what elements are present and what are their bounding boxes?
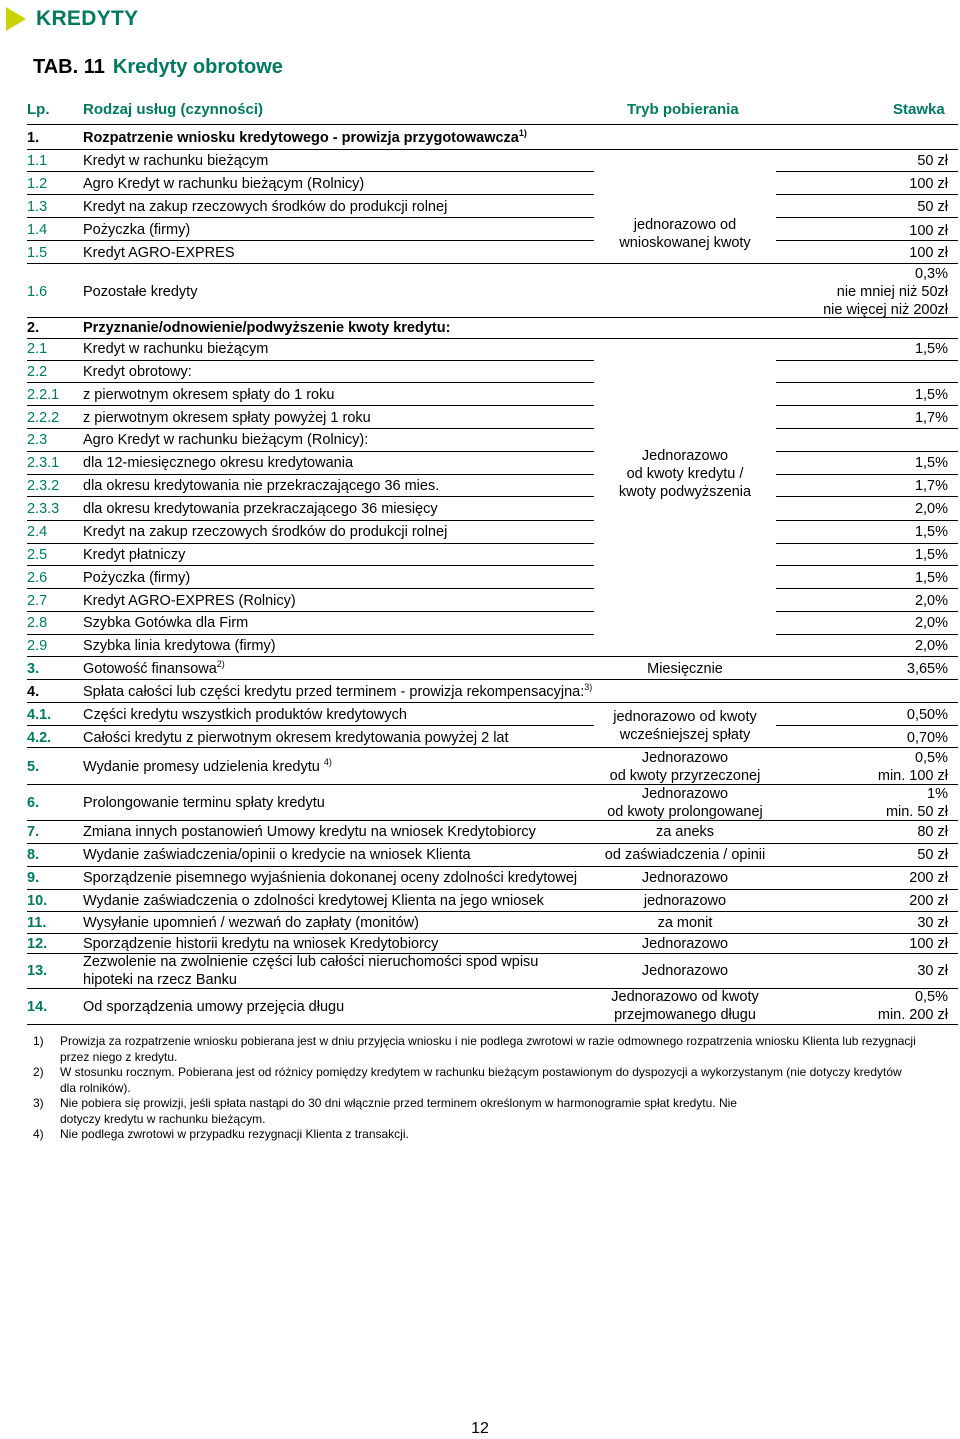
row-rule bbox=[776, 474, 958, 475]
mode-cell: Jednorazowo od kwoty prolongowanej bbox=[607, 786, 763, 820]
row-rule bbox=[27, 784, 958, 785]
col-header-mode: Tryb pobierania bbox=[627, 101, 739, 118]
row-rule bbox=[27, 565, 594, 566]
mode-cell: Jednorazowo bbox=[641, 936, 729, 952]
row-rule bbox=[776, 217, 958, 218]
row-rule bbox=[27, 543, 594, 544]
row-rule bbox=[27, 634, 594, 635]
col-header-lp: Lp. bbox=[27, 101, 50, 118]
row-rule bbox=[27, 360, 594, 361]
mode-cell: Jednorazowo od kwoty kredytu / kwoty podwyższenia bbox=[618, 448, 752, 500]
row-rule bbox=[27, 611, 594, 612]
row-rule bbox=[27, 520, 594, 521]
row-rule bbox=[776, 451, 958, 452]
row-rule bbox=[27, 933, 958, 934]
row-rule bbox=[776, 194, 958, 195]
row-rule bbox=[27, 474, 594, 475]
mode-cell: od zaświadczenia / opinii bbox=[604, 847, 766, 863]
table-title: TAB. 11 Kredyty obrotowe bbox=[33, 56, 283, 78]
row-rule bbox=[27, 496, 594, 497]
col-header-service: Rodzaj usług (czynności) bbox=[83, 101, 264, 118]
row-rule bbox=[776, 725, 958, 726]
row-rule bbox=[776, 382, 958, 383]
rate-cell: 0,5% min. 200 zł bbox=[877, 989, 948, 1023]
footnote: 3) Nie pobiera się prowizji, jeśli spłata nastąpi do 30 dni włącznie przed terminem określonym w harmonogramie spłat kredytu. Nie dotyczy kredytu w rachunku bieżącym. bbox=[33, 1096, 737, 1126]
rate-cell: 0,5% min. 100 zł bbox=[877, 750, 948, 784]
footnote: 2) W stosunku rocznym. Pobierana jest od różnicy pomiędzy kredytem w rachunku bieżącym postawionym do dyspozycji a wykorzystanym (nie dotyczy kredytów dla rolników). bbox=[33, 1065, 902, 1095]
row-rule bbox=[27, 405, 594, 406]
row-rule bbox=[776, 588, 958, 589]
row-rule bbox=[27, 889, 958, 890]
row-rule bbox=[27, 240, 594, 241]
row-rule bbox=[776, 634, 958, 635]
row-rule bbox=[776, 543, 958, 544]
row-rule bbox=[27, 911, 958, 912]
mode-cell: jednorazowo od wnioskowanej kwoty bbox=[619, 217, 751, 251]
row-rule bbox=[27, 656, 958, 657]
row-rule bbox=[27, 317, 958, 318]
mode-cell: za aneks bbox=[655, 824, 715, 840]
page-number: 12 bbox=[471, 1420, 489, 1437]
footnote: 4) Nie podlega zwrotowi w przypadku rezygnacji Klienta z transakcji. bbox=[33, 1127, 409, 1141]
row-rule bbox=[776, 240, 958, 241]
section-title: KREDYTY bbox=[36, 7, 139, 30]
row-rule bbox=[776, 611, 958, 612]
rate-cell: 1% min. 50 zł bbox=[885, 786, 948, 820]
row-rule bbox=[776, 520, 958, 521]
row-rule bbox=[27, 194, 594, 195]
row-rule bbox=[27, 820, 958, 821]
row-rule bbox=[27, 263, 958, 264]
header-rule bbox=[27, 124, 958, 125]
row-rule bbox=[27, 1024, 958, 1025]
row-rule bbox=[27, 149, 958, 150]
chevron-icon bbox=[6, 7, 26, 31]
row-rule bbox=[776, 428, 958, 429]
mode-cell: Jednorazowo od kwoty przyrzeczonej bbox=[609, 750, 761, 784]
row-rule bbox=[27, 866, 958, 867]
row-rule bbox=[27, 382, 594, 383]
col-header-rate: Stawka bbox=[893, 101, 945, 118]
row-rule bbox=[27, 843, 958, 844]
row-rule bbox=[27, 171, 594, 172]
row-rule bbox=[776, 405, 958, 406]
mode-cell: Jednorazowo bbox=[641, 963, 729, 979]
row-rule bbox=[776, 360, 958, 361]
row-rule bbox=[27, 725, 594, 726]
row-rule bbox=[27, 988, 958, 989]
mode-cell: jednorazowo od kwoty wcześniejszej spłaty bbox=[613, 709, 757, 743]
row-rule bbox=[27, 702, 958, 703]
row-rule bbox=[776, 496, 958, 497]
footnote: 1) Prowizja za rozpatrzenie wniosku pobierana jest w dniu przyjęcia wniosku i nie podlega zwrotowi w razie odmownego rozpatrzenia wniosku Klienta lub rezygnacji przez niego z kredytu. bbox=[33, 1034, 916, 1064]
rate-cell: 0,3% nie mniej niż 50zł nie więcej niż 200zł bbox=[823, 266, 948, 318]
row-rule bbox=[776, 565, 958, 566]
mode-cell: jednorazowo bbox=[643, 893, 727, 909]
mode-cell: za monit bbox=[657, 915, 713, 931]
mode-cell: Miesięcznie bbox=[647, 661, 723, 677]
mode-cell: Jednorazowo bbox=[641, 870, 729, 886]
row-rule bbox=[27, 588, 594, 589]
row-rule bbox=[27, 338, 958, 339]
row-rule bbox=[27, 451, 594, 452]
service-cell: Zezwolenie na zwolnienie części lub całości nieruchomości spod wpisu hipoteki na rzecz Banku bbox=[83, 954, 539, 988]
row-rule bbox=[27, 428, 594, 429]
section-header bbox=[6, 6, 138, 32]
row-rule bbox=[27, 747, 958, 748]
row-rule bbox=[776, 171, 958, 172]
row-rule bbox=[27, 217, 594, 218]
row-rule bbox=[27, 679, 958, 680]
mode-cell: Jednorazowo od kwoty przejmowanego długu bbox=[611, 989, 759, 1023]
